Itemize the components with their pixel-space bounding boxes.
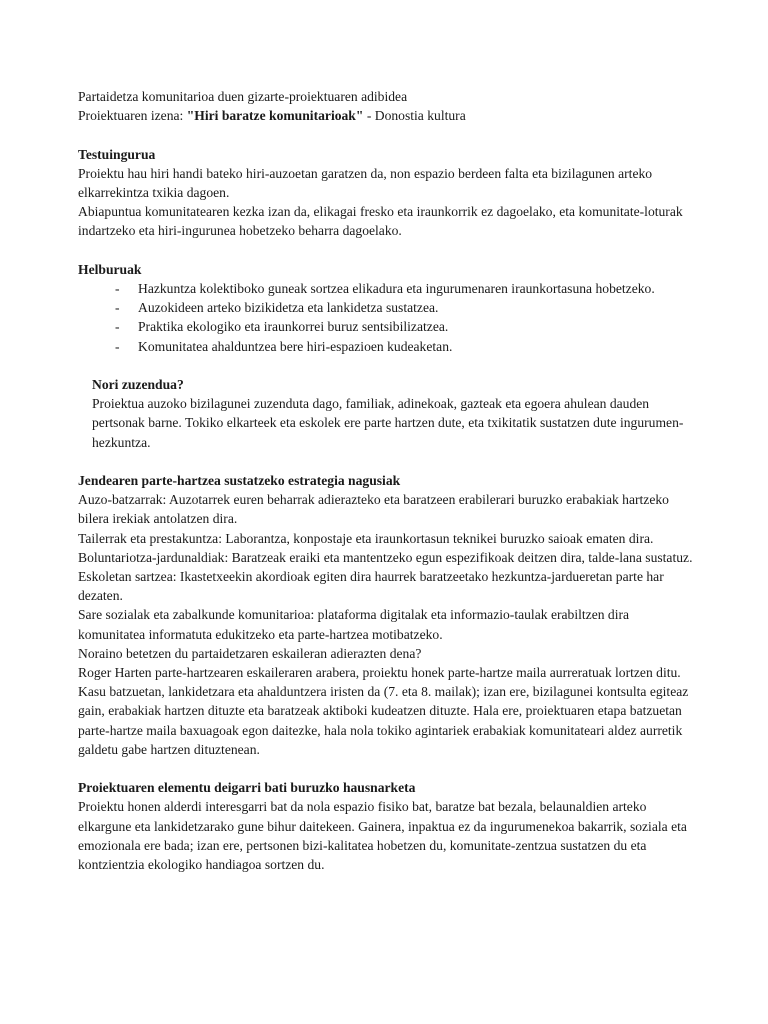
list-item bbox=[115, 337, 696, 356]
document-page bbox=[78, 87, 696, 874]
list-item bbox=[115, 317, 696, 336]
strategies-heading: Jendearen parte-hartzea sustatzeko estrategia nagusiak bbox=[78, 473, 401, 488]
strategy-paragraph: Boluntariotza-jardunaldiak: Baratzeak eraiki eta mantentzeko egun espezifikoak deitzen dira, talde-lana sustatuz. bbox=[78, 549, 693, 565]
context-paragraph-2: Abiapuntua komunitatearen kezka izan da, elikagai fresko eta iraunkorrik ez dagoelako, eta komunitate-loturak indartzeko eta hiri-ingurunea hobetzeko beharra dagoelako. bbox=[78, 204, 683, 239]
context-paragraph-1: Proiektu hau hiri handi bateko hiri-auzoetan garatzen da, non espazio berdeen falta eta bizilagunen arteko elkarrekintza txikia dagoen. bbox=[78, 165, 653, 200]
context-heading: Testuingurua bbox=[78, 146, 156, 162]
strategy-paragraph: Sare sozialak eta zabalkunde komunitarioa: plataforma digitalak eta informazio-taulak erabiltzen dira komunitatea informatuta edukitzeko eta parte-hartzea motibatzeko. bbox=[78, 607, 630, 642]
goal-text: Auzokideen arteko bizikidetza eta lankidetza sustatzea. bbox=[138, 300, 439, 316]
ladder-question: Noraino betetzen du partaidetzaren eskaileran adierazten dena? bbox=[78, 645, 422, 661]
target-paragraph: Proiektua auzoko bizilagunei zuzenduta dago, familiak, adinekoak, gazteak eta egoera ahulean dauden pertsonak barne. Tokiko elkarteek eta eskolek ere parte hartzen dute, eta txikitatik sustatzen dute ingurumen-hezkuntza. bbox=[92, 396, 684, 450]
target-heading: Nori zuzendua? bbox=[92, 377, 184, 392]
goals-heading: Helburuak bbox=[78, 261, 142, 277]
goal-text: Komunitatea ahalduntzea bere hiri-espazioen kudeaketan. bbox=[138, 338, 453, 354]
project-name-suffix: - Donostia kultura bbox=[363, 108, 466, 124]
list-item bbox=[115, 279, 696, 298]
strategy-paragraph: Tailerrak eta prestakuntza: Laborantza, konpostaje eta iraunkortasun teknikei buruzko saioak ematen dira. bbox=[78, 530, 654, 546]
list-dash: - bbox=[115, 338, 120, 354]
reflection-heading: Proiektuaren elementu deigarri bati buruzko hausnarketa bbox=[78, 780, 416, 796]
goal-text: Praktika ekologiko eta iraunkorrei buruz sentsibilizatzea. bbox=[138, 319, 449, 335]
list-dash: - bbox=[115, 300, 120, 316]
reflection-paragraph: Proiektu honen alderdi interesgarri bat da nola espazio fisiko bat, baratze bat bezala, belaunaldien arteko elkargune eta lankidetzarako gune bihur daitekeen. Gainera, inpaktua ez da ingurumenekoa bakarrik, soziala eta emozionala ere bada; izan ere, pertsonen bizi-kalitatea hobetzen du, komunitate-zentzua sustatzen du eta kontzientzia ekologiko handiagoa sortzen du. bbox=[78, 799, 687, 873]
strategy-paragraph: Auzo-batzarrak: Auzotarrek euren beharrak adierazteko eta baratzeen erabilerari buruzko erabakiak hartzeko bilera irekiak antolatzen dira. bbox=[78, 492, 669, 527]
intro-line: Partaidetza komunitarioa duen gizarte-proiektuaren adibidea bbox=[78, 89, 408, 104]
goal-text: Hazkuntza kolektiboko guneak sortzea elikadura eta ingurumenaren iraunkortasuna hobetzeko. bbox=[138, 281, 655, 296]
target-section bbox=[78, 375, 696, 452]
project-name: "Hiri baratze komunitarioak" bbox=[186, 108, 364, 124]
list-item bbox=[115, 298, 696, 317]
list-dash: - bbox=[115, 319, 120, 335]
project-name-prefix: Proiektuaren izena: bbox=[78, 108, 187, 124]
list-dash: - bbox=[115, 281, 120, 296]
ladder-paragraph: Roger Harten parte-hartzearen eskaileraren arabera, proiektu honek parte-hartze maila aurreratuak lortzen ditu. Kasu batzuetan, lankidetzara eta ahalduntzera iristen da (7. eta 8. mailak); izan ere, bizilagunei kontsulta egiteaz gain, erabakiak hartzen dituzte eta baratzeak aktiboki kudeatzen dituzte. Hala ere, proiektuaren etapa batzuetan parte-hartze maila baxuagoak egon daitezke, hala nola tokiko agintariek erabakiak komunitateari aldez aurretik galdetu gabe hartzen dituztenean. bbox=[78, 665, 689, 757]
strategy-paragraph: Eskoletan sartzea: Ikastetxeekin akordioak egiten dira haurrek baratzeetako hezkuntza-jardueretan parte har dezaten. bbox=[78, 569, 664, 604]
goals-list bbox=[78, 279, 696, 356]
project-name-line bbox=[78, 106, 696, 125]
